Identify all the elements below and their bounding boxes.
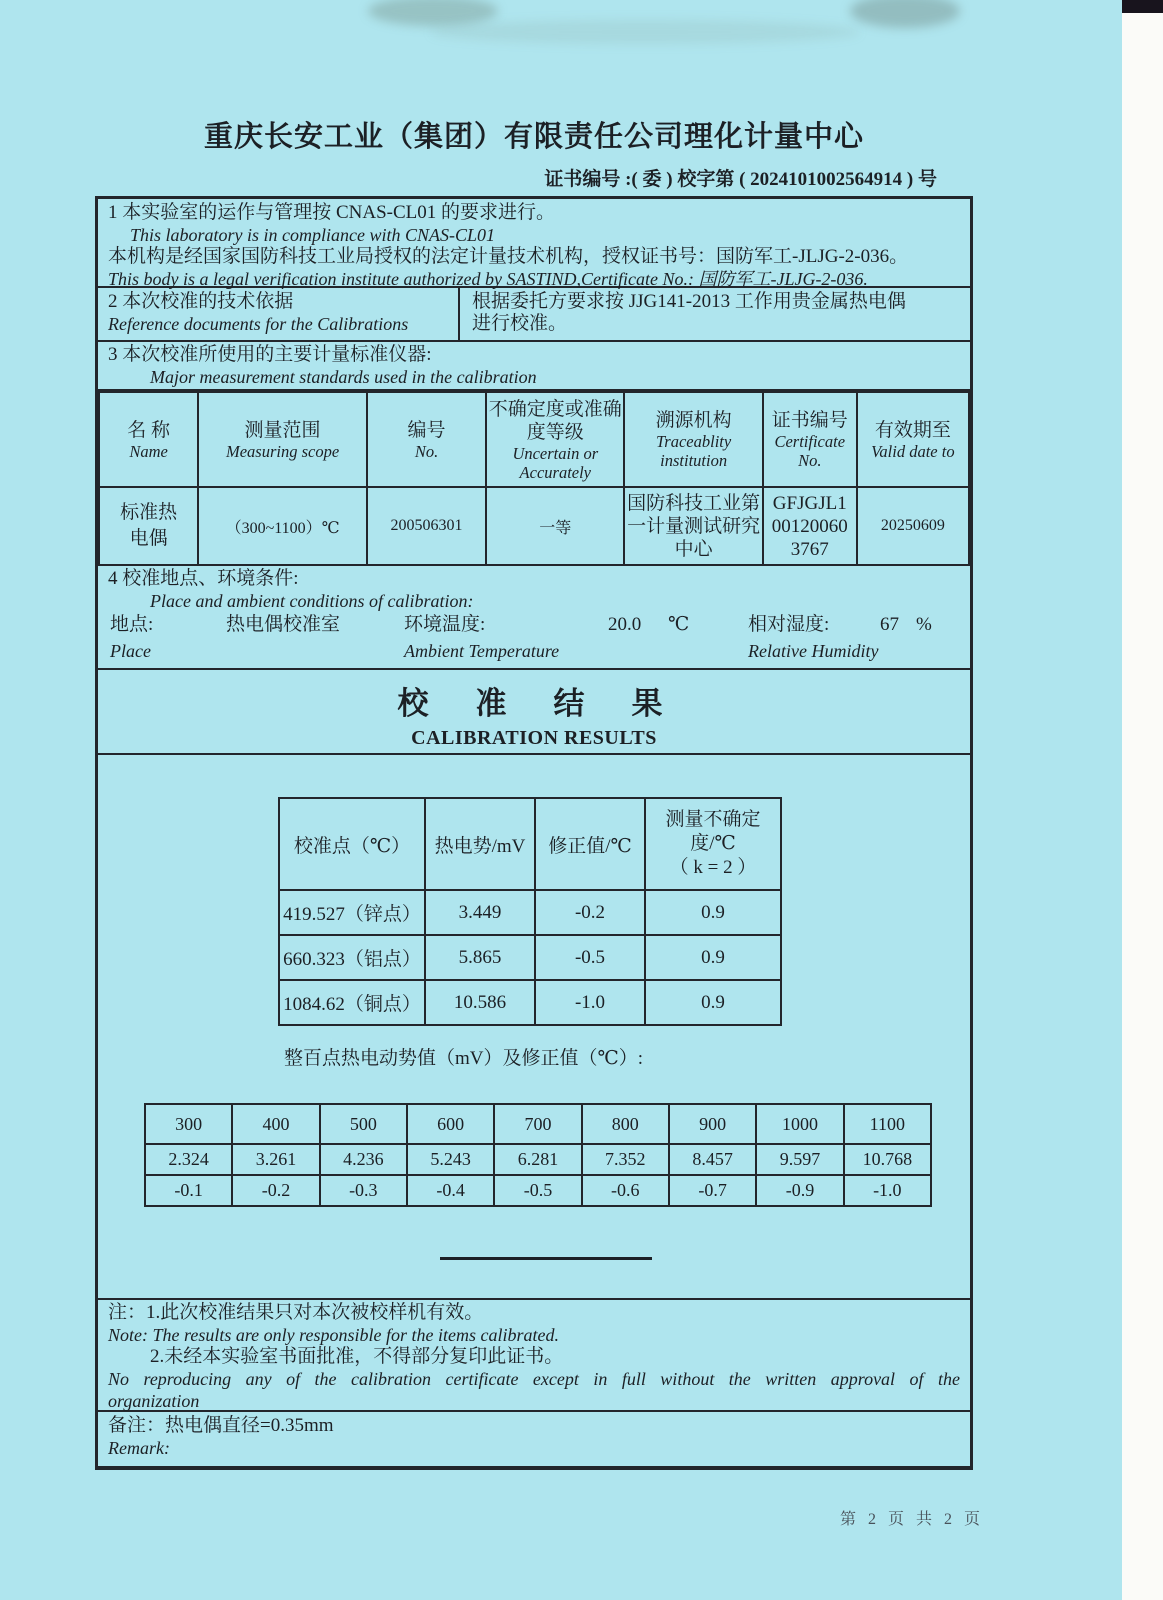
correction-cell: -0.7 bbox=[669, 1175, 756, 1206]
emf-cell: 8.457 bbox=[669, 1144, 756, 1175]
calibration-header-row bbox=[279, 798, 781, 890]
temp-cell: 600 bbox=[407, 1104, 494, 1144]
humidity-value: 67 bbox=[880, 614, 899, 635]
results-title-zh: 校 准 结 果 bbox=[397, 686, 671, 721]
remark-zh: 备注：热电偶直径=0.35mm bbox=[108, 1415, 334, 1436]
temperature-label: 环境温度: bbox=[404, 614, 486, 635]
col-name-en: Name bbox=[129, 441, 168, 461]
temp-cell: 300 bbox=[145, 1104, 232, 1144]
note-en-2b: organization bbox=[108, 1391, 200, 1411]
certificate-body-frame bbox=[95, 196, 973, 1470]
hundreds-caption: 整百点热电动势值（mV）及修正值（℃）: bbox=[284, 1048, 644, 1069]
humidity-label: 相对湿度: bbox=[748, 614, 830, 635]
emf-cell: 5.243 bbox=[407, 1144, 494, 1175]
scan-edge-dark-bar bbox=[1122, 0, 1163, 13]
humidity-label-en: Relative Humidity bbox=[748, 641, 879, 661]
section-notes bbox=[98, 1300, 970, 1412]
zinc-uncertainty: 0.9 bbox=[645, 890, 781, 935]
section-environment bbox=[98, 566, 970, 670]
organization-title: 重庆长安工业（集团）有限责任公司理化计量中心 bbox=[203, 121, 864, 153]
compliance-en-2: This body is a legal verification institute authorized by SASTIND,Certificate No.: 国防军工-JLJG-2-036. bbox=[108, 269, 868, 289]
standards-table-wrap bbox=[98, 391, 970, 566]
standard-validto-cell: 20250609 bbox=[857, 487, 969, 565]
col-validto-en: Valid date to bbox=[871, 441, 955, 461]
emf-cell: 9.597 bbox=[756, 1144, 843, 1175]
scan-smudge bbox=[850, 0, 960, 28]
standard-certno-cell bbox=[763, 487, 857, 565]
col-certno-en: Certificate No. bbox=[774, 432, 846, 470]
copper-emf: 10.586 bbox=[425, 980, 535, 1025]
standard-certno-line2: 00120060 bbox=[771, 515, 848, 537]
results-title-en: CALIBRATION RESULTS bbox=[411, 727, 657, 749]
temperature-unit: ℃ bbox=[668, 614, 690, 635]
emf-cell: 3.261 bbox=[232, 1144, 319, 1175]
calibration-row-zinc bbox=[279, 890, 781, 935]
calib-col-point: 校准点（℃） bbox=[279, 798, 425, 890]
hundreds-correction-row bbox=[145, 1175, 931, 1206]
standard-scope-cell: （300~1100）℃ bbox=[198, 487, 367, 565]
col-no-zh: 编号 bbox=[407, 419, 446, 441]
calibration-results-table bbox=[278, 797, 782, 1026]
standards-header-row bbox=[99, 392, 969, 487]
correction-cell: -0.3 bbox=[320, 1175, 407, 1206]
standard-certno-line3: 3767 bbox=[790, 538, 829, 560]
remark-en: Remark: bbox=[108, 1438, 170, 1458]
end-of-results-line bbox=[440, 1257, 652, 1260]
standards-col-uncertainty bbox=[486, 392, 624, 487]
place-value: 热电偶校准室 bbox=[226, 614, 341, 635]
col-institution-en: Traceablity institution bbox=[656, 432, 732, 470]
standards-col-scope bbox=[198, 392, 367, 487]
calib-col-emf: 热电势/mV bbox=[425, 798, 535, 890]
compliance-en-1: This laboratory is in compliance with CNAS-CL01 bbox=[130, 225, 496, 245]
aluminum-correction: -0.5 bbox=[535, 935, 645, 980]
hundreds-temps-row bbox=[145, 1104, 931, 1144]
results-content bbox=[98, 755, 970, 1300]
standard-name: 标准热电偶 bbox=[120, 502, 178, 549]
results-title-block bbox=[98, 670, 970, 755]
correction-cell: -0.9 bbox=[756, 1175, 843, 1206]
emf-cell: 7.352 bbox=[582, 1144, 669, 1175]
temp-cell: 700 bbox=[494, 1104, 581, 1144]
scan-edge-strip bbox=[1122, 0, 1163, 1600]
standard-institution: 国防科技工业第一计量测试研究中心 bbox=[627, 492, 761, 560]
standards-col-certno bbox=[763, 392, 857, 487]
page-footer: 第 2 页 共 2 页 bbox=[840, 1511, 985, 1528]
place-label-en: Place bbox=[110, 641, 151, 661]
col-no-en: No. bbox=[414, 441, 439, 461]
note-en-1: Note: The results are only responsible for the items calibrated. bbox=[108, 1325, 559, 1345]
copper-correction: -1.0 bbox=[535, 980, 645, 1025]
humidity-unit: % bbox=[916, 614, 932, 635]
col-certno-zh: 证书编号 bbox=[771, 410, 848, 431]
aluminum-point: 660.323（铝点） bbox=[279, 935, 425, 980]
standards-col-name bbox=[99, 392, 198, 487]
standard-no-cell: 200506301 bbox=[367, 487, 486, 565]
place-label: 地点: bbox=[110, 614, 154, 635]
calibration-row-copper bbox=[279, 980, 781, 1025]
temperature-label-en: Ambient Temperature bbox=[404, 641, 560, 661]
standards-col-institution bbox=[624, 392, 762, 487]
temp-cell: 800 bbox=[582, 1104, 669, 1144]
standards-col-no bbox=[367, 392, 486, 487]
calib-col-correction: 修正值/℃ bbox=[535, 798, 645, 890]
col-name-zh: 名 称 bbox=[127, 419, 170, 441]
temperature-value: 20.0 bbox=[608, 614, 642, 635]
section-remark bbox=[98, 1412, 970, 1462]
temp-cell: 500 bbox=[320, 1104, 407, 1144]
emf-cell: 10.768 bbox=[844, 1144, 931, 1175]
correction-cell: -0.6 bbox=[582, 1175, 669, 1206]
col-institution-zh: 溯源机构 bbox=[655, 410, 732, 431]
reference-value-line2: 进行校准。 bbox=[472, 313, 568, 334]
note-zh-2: 2.未经本实验室书面批准，不得部分复印此证书。 bbox=[150, 1346, 564, 1367]
col-scope-en: Measuring scope bbox=[225, 441, 340, 461]
hundred-points-table bbox=[144, 1103, 932, 1207]
scan-smudge bbox=[368, 0, 498, 26]
temp-cell: 1100 bbox=[844, 1104, 931, 1144]
standards-caption-en: Major measurement standards used in the calibration bbox=[150, 367, 537, 387]
reference-label-zh: 2 本次校准的技术依据 bbox=[108, 291, 294, 312]
calib-col-uncertainty-l3: （ k = 2 ） bbox=[669, 857, 757, 878]
note-zh-1: 注：1.此次校准结果只对本次被校样机有效。 bbox=[108, 1302, 484, 1323]
aluminum-emf: 5.865 bbox=[425, 935, 535, 980]
col-scope-zh: 测量范围 bbox=[244, 419, 321, 441]
reference-value-line1: 根据委托方要求按 JJG141-2013 工作用贵金属热电偶 bbox=[472, 291, 906, 312]
correction-cell: -0.2 bbox=[232, 1175, 319, 1206]
zinc-correction: -0.2 bbox=[535, 890, 645, 935]
correction-cell: -1.0 bbox=[844, 1175, 931, 1206]
reference-label-cell bbox=[98, 288, 460, 340]
section-standards-caption bbox=[98, 342, 970, 391]
temp-cell: 400 bbox=[232, 1104, 319, 1144]
copper-uncertainty: 0.9 bbox=[645, 980, 781, 1025]
temp-cell: 900 bbox=[669, 1104, 756, 1144]
zinc-emf: 3.449 bbox=[425, 890, 535, 935]
environment-values-line bbox=[108, 614, 960, 640]
correction-cell: -0.5 bbox=[494, 1175, 581, 1206]
emf-cell: 6.281 bbox=[494, 1144, 581, 1175]
note-en-2: No reproducing any of the calibration certificate except in full without the written approval of the bbox=[108, 1369, 960, 1389]
standard-certno-line1: GFJGJL1 bbox=[772, 492, 847, 514]
compliance-zh-2: 本机构是经国家国防科技工业局授权的法定计量技术机构，授权证书号：国防军工-JLJG-2-036。 bbox=[108, 246, 909, 267]
aluminum-uncertainty: 0.9 bbox=[645, 935, 781, 980]
col-uncertainty-zh: 不确定度或准确度等级 bbox=[488, 398, 622, 443]
emf-cell: 2.324 bbox=[145, 1144, 232, 1175]
calib-col-uncertainty-l2: 度/℃ bbox=[690, 833, 736, 854]
standards-data-row bbox=[99, 487, 969, 565]
calib-col-uncertainty-l1: 测量不确定 bbox=[665, 809, 761, 830]
hundreds-emf-row bbox=[145, 1144, 931, 1175]
calibration-row-aluminum bbox=[279, 935, 781, 980]
section-reference-documents bbox=[98, 288, 970, 342]
environment-caption-en: Place and ambient conditions of calibration: bbox=[150, 591, 474, 611]
standard-name-cell bbox=[99, 487, 198, 565]
standard-institution-cell bbox=[624, 487, 762, 565]
reference-label-en: Reference documents for the Calibrations bbox=[108, 314, 409, 334]
standards-col-validto bbox=[857, 392, 969, 487]
environment-caption-zh: 4 校准地点、环境条件: bbox=[108, 568, 299, 589]
compliance-zh-1: 1 本实验室的运作与管理按 CNAS-CL01 的要求进行。 bbox=[108, 202, 556, 223]
section-compliance bbox=[98, 199, 970, 288]
emf-cell: 4.236 bbox=[320, 1144, 407, 1175]
temp-cell: 1000 bbox=[756, 1104, 843, 1144]
calib-col-uncertainty bbox=[645, 798, 781, 890]
copper-point: 1084.62（铜点） bbox=[279, 980, 425, 1025]
reference-value-cell bbox=[460, 288, 970, 340]
standards-table bbox=[98, 391, 970, 566]
correction-cell: -0.1 bbox=[145, 1175, 232, 1206]
standards-caption-zh: 3 本次校准所使用的主要计量标准仪器: bbox=[108, 344, 432, 365]
standard-grade-cell: 一等 bbox=[486, 487, 624, 565]
scan-smudge bbox=[430, 20, 860, 44]
col-uncertainty-en: Uncertain or Accurately bbox=[512, 443, 599, 482]
correction-cell: -0.4 bbox=[407, 1175, 494, 1206]
environment-labels-en-line bbox=[108, 640, 960, 664]
col-validto-zh: 有效期至 bbox=[874, 419, 951, 441]
certificate-number: 证书编号 :( 委 ) 校字第 ( 2024101002564914 ) 号 bbox=[544, 169, 937, 190]
zinc-point: 419.527（锌点） bbox=[279, 890, 425, 935]
